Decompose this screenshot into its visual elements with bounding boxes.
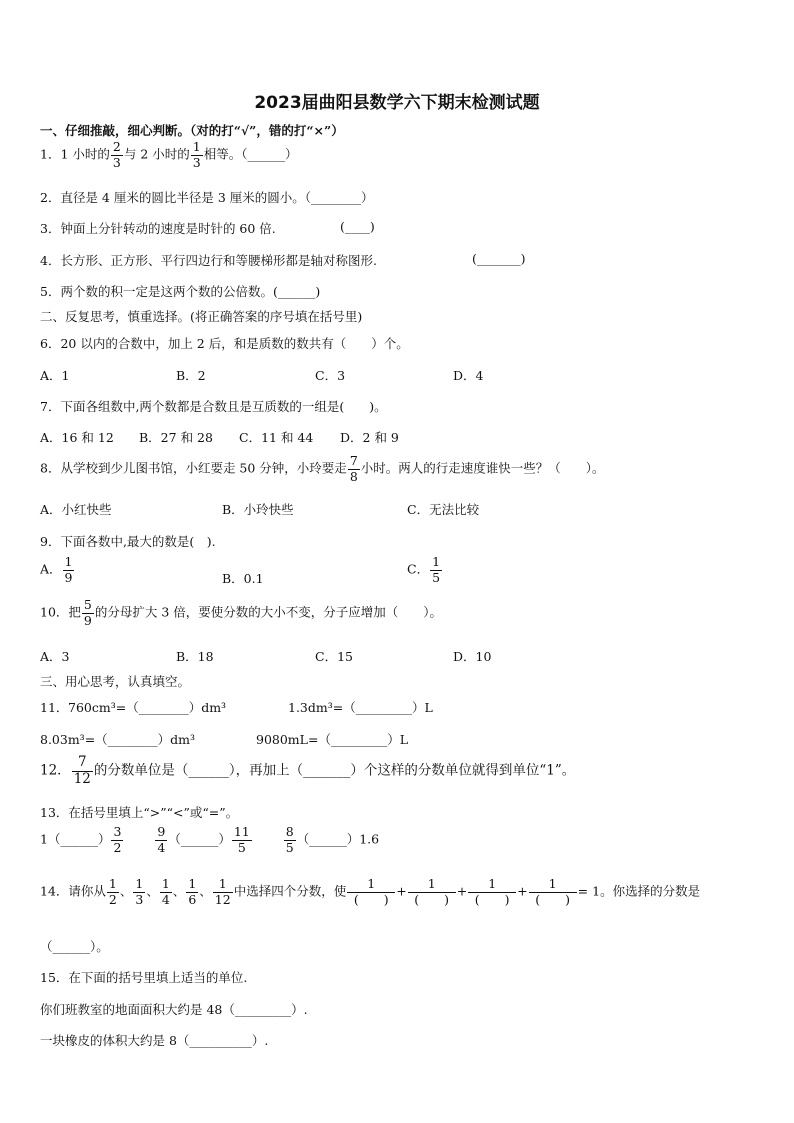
q8-text-2: 小时。两人的行走速度谁快一些？（ ）。 [360, 460, 605, 476]
plus-sign: + [456, 883, 468, 899]
q1-number: 1． [40, 146, 61, 162]
question-9: 9．下面各数中,最大的数是( ). [40, 534, 216, 549]
question-4: 4．长方形、正方形、平行四边行和等腰梯形都是轴对称图形. [40, 253, 377, 268]
question-6: 6．20 以内的合数中，加上 2 后，和是质数的数共有（ ）个。 [40, 336, 409, 351]
question-13: 13．在括号里填上“>”“<”或“=”。 [40, 805, 239, 820]
q7-option-c[interactable]: C．11 和 44 [239, 430, 314, 445]
q14-blank-fraction[interactable]: $\frac{1}{( )}$ [529, 878, 577, 906]
q6-option-c[interactable]: C．3 [315, 368, 346, 383]
question-7: 7．下面各组数中,两个数都是合数且是互质数的一组是( )。 [40, 399, 387, 414]
q6-option-b[interactable]: B．2 [176, 368, 206, 383]
q14-text-3: 。你选择的分数是 [600, 883, 701, 899]
q10-text-2: 的分母扩大 3 倍，要使分数的大小不变，分子应增加（ ）。 [94, 604, 443, 620]
q15-part-b[interactable]: 一块橡皮的体积大约是 8（__________）. [40, 1033, 269, 1048]
q14-choice-fraction: $\frac{1}{2}$ [108, 876, 117, 907]
q13-blank-3[interactable]: （______）1.6 [296, 831, 380, 847]
q14-choice-fraction: $\frac{1}{4}$ [161, 876, 170, 907]
q9-option-a-fraction: $\frac{1}{9}$ [64, 554, 73, 585]
question-4-blank[interactable]: (_______) [472, 251, 526, 266]
q9-option-b[interactable]: B．0.1 [222, 571, 264, 586]
question-12 [40, 756, 575, 786]
q10-option-c[interactable]: C．15 [315, 649, 353, 664]
q14-text-1: 14．请你从 [40, 883, 106, 899]
q15-part-a[interactable]: 你们班教室的地面面积大约是 48（_________）. [40, 1002, 308, 1017]
q9-option-c-label: C． [407, 561, 430, 577]
q1-fraction-2: $\frac{1}{3}$ [192, 139, 201, 170]
q1-text-1: 1 小时的 [60, 146, 110, 162]
q12-text: 的分数单位是（______），再加上（_______）个这样的分数单位就得到单位“1”。 [93, 762, 576, 779]
q10-option-d[interactable]: D．10 [453, 649, 492, 664]
plus-sign: + [396, 883, 407, 899]
q14-separator: 、 [119, 883, 133, 899]
q13-blank-1[interactable]: 1（______） [40, 831, 111, 847]
q11-part-b[interactable]: 1.3dm³=（_________）L [288, 700, 433, 715]
question-5: 5．两个数的积一定是这两个数的公倍数。(______) [40, 284, 321, 299]
q11-part-c[interactable]: 8.03m³=（________）dm³ [40, 732, 196, 747]
q12-fraction: $\frac{7}{12}$ [73, 754, 91, 787]
q14-choice-fraction: $\frac{1}{6}$ [188, 876, 197, 907]
q8-fraction: $\frac{7}{8}$ [349, 453, 358, 484]
question-3-blank[interactable]: (____) [340, 219, 375, 234]
q14-blank-fraction[interactable]: $\frac{1}{( )}$ [468, 878, 516, 906]
q14-blank-fraction[interactable]: $\frac{1}{( )}$ [408, 878, 456, 906]
q7-option-a[interactable]: A．16 和 12 [40, 430, 114, 445]
q14-separator: 、 [199, 883, 212, 899]
q14-choice-fraction: $\frac{1}{12}$ [214, 876, 231, 907]
q8-option-a[interactable]: A．小红快些 [40, 502, 112, 517]
plus-sign: + [517, 883, 528, 899]
question-2: 2．直径是 4 厘米的圆比半径是 3 厘米的圆小。（________） [40, 190, 374, 205]
q10-option-a[interactable]: A．3 [40, 649, 70, 664]
q9-option-a-label: A． [40, 561, 62, 577]
q13-blank-2[interactable]: （______） [168, 831, 231, 847]
q13-fraction-8-5: $\frac{8}{5}$ [285, 824, 294, 855]
question-15: 15．在下面的括号里填上适当的单位. [40, 970, 248, 985]
q8-text-1: 8．从学校到少儿图书馆，小红要走 50 分钟，小玲要走 [40, 460, 347, 476]
q14-choice-fraction: $\frac{1}{3}$ [135, 876, 144, 907]
q9-option-c-fraction: $\frac{1}{5}$ [432, 554, 441, 585]
question-1 [40, 141, 297, 169]
q12-number: 12． [40, 762, 71, 779]
q1-text-3: 相等。（______） [203, 146, 298, 162]
section-2-header: 二、反复思考，慎重选择。(将正确答案的序号填在括号里) [40, 309, 363, 324]
question-8 [40, 455, 605, 483]
question-14 [40, 878, 700, 906]
equals-one: = 1 [577, 883, 601, 899]
q9-option-c[interactable] [407, 556, 443, 584]
q13-fraction-3-2: $\frac{3}{2}$ [113, 824, 122, 855]
q1-text-2: 与 2 小时的 [123, 146, 190, 162]
q10-text-1: 10．把 [40, 604, 81, 620]
question-10 [40, 599, 442, 627]
q10-fraction: $\frac{5}{9}$ [83, 597, 92, 628]
q1-fraction-1: $\frac{2}{3}$ [112, 139, 121, 170]
q13-comparison-row [40, 826, 379, 854]
q14-text-2: 中选择四个分数，使 [233, 883, 347, 899]
q13-fraction-11-5: $\frac{11}{5}$ [233, 824, 250, 855]
section-1-header: 一、仔细推敲，细心判断。（对的打“√”，错的打“×”） [40, 123, 344, 138]
q8-option-c[interactable]: C．无法比较 [407, 502, 480, 517]
question-3: 3．钟面上分针转动的速度是时针的 60 倍. [40, 221, 276, 236]
q10-option-b[interactable]: B．18 [176, 649, 214, 664]
q14-separator: 、 [146, 883, 159, 899]
q8-option-b[interactable]: B．小玲快些 [222, 502, 294, 517]
q14-separator: 、 [172, 883, 186, 899]
q6-option-a[interactable]: A．1 [40, 368, 70, 383]
q7-option-b[interactable]: B．27 和 28 [139, 430, 213, 445]
q14-blank-fraction[interactable]: $\frac{1}{( )}$ [347, 878, 395, 906]
q6-option-d[interactable]: D．4 [453, 368, 484, 383]
q7-option-d[interactable]: D．2 和 9 [340, 430, 399, 445]
q11-part-a[interactable]: 760cm³=（________）dm³ [68, 700, 227, 715]
page-title: 2023届曲阳县数学六下期末检测试题 [254, 93, 540, 113]
q13-fraction-9-4: $\frac{9}{4}$ [157, 824, 166, 855]
question-11-number: 11． [40, 700, 69, 715]
q14-answer-blank[interactable]: （______）。 [40, 939, 109, 954]
section-3-header: 三、用心思考，认真填空。 [40, 674, 191, 689]
q9-option-a[interactable] [40, 556, 75, 584]
q11-part-d[interactable]: 9080mL=（_________）L [256, 732, 408, 747]
